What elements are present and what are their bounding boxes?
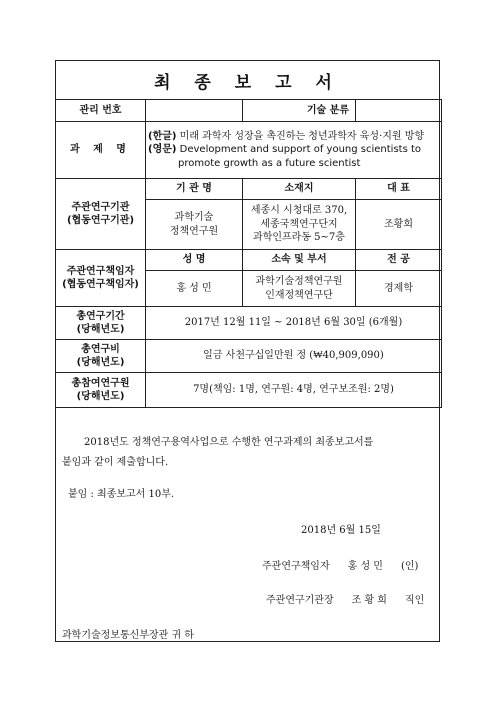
tech-class-value [356, 100, 442, 122]
researcher-major-value: 경제학 [356, 271, 442, 307]
korean-tag: (한글) [148, 130, 177, 142]
signature1-name: 홍 성 민 [347, 561, 383, 572]
statement-line-1: 2018년도 정책연구용역사업으로 수행한 연구과제의 최종보고서를 [84, 437, 374, 448]
period-label: 총연구기간 (당해년도) [56, 307, 146, 340]
researcher-affiliation-value: 과학기술정책연구원 인재정책연구단 [243, 271, 356, 307]
org-location-header: 소재지 [243, 179, 356, 200]
lead-org-label: 주관연구기관 (협동연구기관) [56, 179, 146, 250]
researcher-major-header: 전 공 [356, 250, 442, 271]
signature2-seal: 직인 [404, 595, 425, 606]
budget-value: 일금 사천구십일만원 정 (₩40,909,090) [146, 340, 442, 373]
org-location-value: 세종시 시청대로 370, 세종국책연구단지 과학인프라동 5~7층 [243, 200, 356, 250]
project-name-label: 과 제 명 [56, 122, 146, 179]
statement-line-2: 붙임과 같이 제출합니다. [62, 457, 169, 468]
institution-signature [266, 591, 424, 606]
org-name-value: 과학기술 정책연구원 [146, 200, 243, 250]
project-title-ko: 미래 과학자 성장을 촉진하는 청년과학자 육성·지원 방향 [179, 130, 425, 142]
researcher-name-value: 홍 성 민 [146, 271, 243, 307]
mgmt-no-value [146, 100, 243, 122]
mgmt-no-label: 관리 번호 [56, 100, 146, 122]
signature1-role: 주관연구책임자 [262, 561, 330, 572]
info-table [55, 99, 442, 408]
project-title-en-2: promote growth as a future scientist [178, 157, 361, 169]
signature1-seal: (인) [400, 561, 419, 572]
document-title: 최 종 보 고 서 [154, 72, 341, 93]
org-rep-header: 대 표 [356, 179, 442, 200]
statement [56, 433, 467, 473]
period-value: 2017년 12월 11일 ~ 2018년 6월 30일 (6개월) [146, 307, 442, 340]
submission-date: 2018년 6월 15일 [301, 525, 381, 536]
budget-label: 총연구비 (당해년도) [56, 340, 146, 373]
lead-researcher-label: 주관연구책임자 (협동연구책임자) [56, 250, 146, 307]
org-rep-value: 조황희 [356, 200, 442, 250]
english-tag: (영문) [148, 144, 177, 156]
researcher-affiliation-header: 소속 및 부서 [243, 250, 356, 271]
researcher-signature [262, 557, 418, 572]
project-name-value [146, 122, 442, 179]
report-form [55, 60, 440, 642]
addressee: 과학기술정보통신부장관 귀 하 [62, 630, 194, 641]
tech-class-label: 기술 분류 [243, 100, 356, 122]
signature2-name: 조 황 희 [351, 595, 387, 606]
researcher-name-header: 성 명 [146, 250, 243, 271]
signature2-role: 주관연구기관장 [266, 595, 334, 606]
project-title-en-1: Development and support of young scientists to [179, 144, 422, 156]
participants-value: 7명(책임: 1명, 연구원: 4명, 연구보조원: 2명) [146, 373, 442, 408]
org-name-header: 기 관 명 [146, 179, 243, 200]
participants-label: 총참여연구원 (당해년도) [56, 373, 146, 408]
enclosure-note: 붙임 : 최종보고서 10부. [68, 489, 175, 500]
